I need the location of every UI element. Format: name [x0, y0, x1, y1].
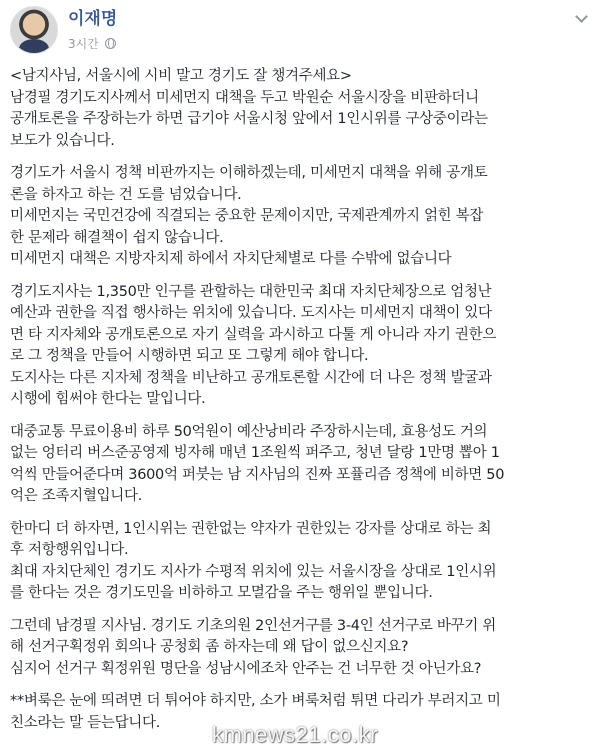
post-text-line: 억씩 만들어준다며 3600억 퍼붓는 남 지사님의 진짜 포퓰리즘 정책에 비하면 50 — [10, 466, 505, 483]
post-paragraph — [10, 163, 590, 271]
chevron-down-icon[interactable] — [575, 10, 588, 23]
post-body — [10, 66, 590, 745]
post-text-line: 억은 조족지혈입니다. — [10, 488, 142, 504]
post-paragraph — [10, 282, 590, 411]
post-text-line: 없는 엉터리 버스준공영제 빙자해 매년 1조원씩 퍼주고, 청년 달랑 1만명 뽑아 1 — [10, 445, 500, 461]
post-text-line: **벼룩은 눈에 띄려면 더 튀어야 하지만, 소가 벼룩처럼 튀면 다리가 부러지고 미 — [10, 693, 501, 709]
post-text-line: 예산과 권한을 직접 행사하는 위치에 있습니다. 도지사는 미세먼지 대책이 있다 — [10, 305, 492, 321]
post-text-line: 대중교통 무료이용비 하루 50억원이 예산낭비라 주장하시는데, 효용성도 거의 — [10, 423, 488, 440]
post-header — [10, 6, 117, 58]
post-text-line: 를 한다는 것은 경기도민을 비하하고 모멸감을 주는 행위일 뿐입니다. — [10, 585, 433, 601]
post-text-line: 심지어 선거구 획정위원 명단을 성남시에조차 안주는 건 너무한 것 아닌가요? — [10, 660, 482, 677]
post-text-line: 시행에 힘써야 한다는 말입니다. — [10, 391, 206, 407]
post-text-line: 면 타 지자체와 공개토론으로 자기 실력을 과시하고 다툴 게 아니라 자기 권한으 — [10, 326, 497, 343]
post-text-line: 그런데 남경필 지사님. 경기도 기초의원 2인선거구를 3-4인 선거구로 바꾸기 위 — [10, 617, 497, 634]
post-text-line: 로 그 정책을 만들어 시행하면 되고 또 그렇게 해야 합니다. — [10, 348, 369, 364]
post-text-line: <남지사님, 서울시에 시비 말고 경기도 잘 챙겨주세요> — [10, 68, 352, 84]
post-paragraph — [10, 519, 590, 605]
watermark: kmnews21.co.kr — [212, 722, 378, 747]
post-paragraph — [10, 422, 590, 508]
post-text-line: 한 문제라 해결책이 쉽지 않습니다. — [10, 229, 224, 246]
post-text-line: 최대 자치단체인 경기도 지사가 수평적 위치에 있는 서울시장을 상대로 1인시위 — [10, 563, 497, 580]
post-text-line: 해 선거구획정위 회의나 공청회 좀 하자는데 왜 답이 없으신지요? — [10, 639, 409, 655]
post-text-line: 미세먼지는 국민건강에 직결되는 중요한 문제이지만, 국제관계까지 얽힌 복잡 — [10, 208, 484, 224]
post-text-line: 경기도지사는 1,350만 인구를 관할하는 대한민국 최대 자치단체장으로 엄청난 — [10, 283, 492, 300]
timestamp-row — [68, 35, 117, 52]
post-paragraph — [10, 616, 590, 681]
post-text-line: 한마디 더 하자면, 1인시위는 권한없는 약자가 권한있는 강자를 상대로 하는 최 — [10, 520, 492, 537]
post-text-line: 후 저항행위입니다. — [10, 542, 129, 558]
post-timestamp[interactable]: 3시간 — [68, 37, 99, 51]
post-text-line: 친소라는 말 듣는답니다. — [10, 714, 160, 731]
post-meta — [68, 9, 117, 52]
post-text-line: 보도가 있습니다. — [10, 132, 115, 149]
post-text-line: 남경필 경기도지사께서 미세먼지 대책을 두고 박원순 서울시장을 비판하더니 — [10, 89, 479, 106]
post-paragraph — [10, 66, 590, 152]
post-text-line: 경기도가 서울시 정책 비판까지는 이해하겠는데, 미세먼지 대책을 위해 공개토 — [10, 165, 488, 181]
post-text-line: 론을 하자고 하는 건 도를 넘었습니다. — [10, 186, 242, 203]
author-name[interactable]: 이재명 — [68, 9, 118, 28]
author-avatar[interactable] — [10, 6, 58, 54]
globe-icon — [105, 38, 116, 49]
post-text-line: 미세먼지 대책은 지방자치제 하에서 자치단체별로 다를 수밖에 없습니다 — [10, 251, 452, 267]
post-text-line: 공개토론을 주장하는가 하면 급기야 서울시청 앞에서 1인시위를 구상중이라는 — [10, 111, 488, 127]
post-text-line: 도지사는 다른 지자체 정책을 비난하고 공개토론할 시간에 더 나은 정책 발굴과 — [10, 369, 492, 386]
